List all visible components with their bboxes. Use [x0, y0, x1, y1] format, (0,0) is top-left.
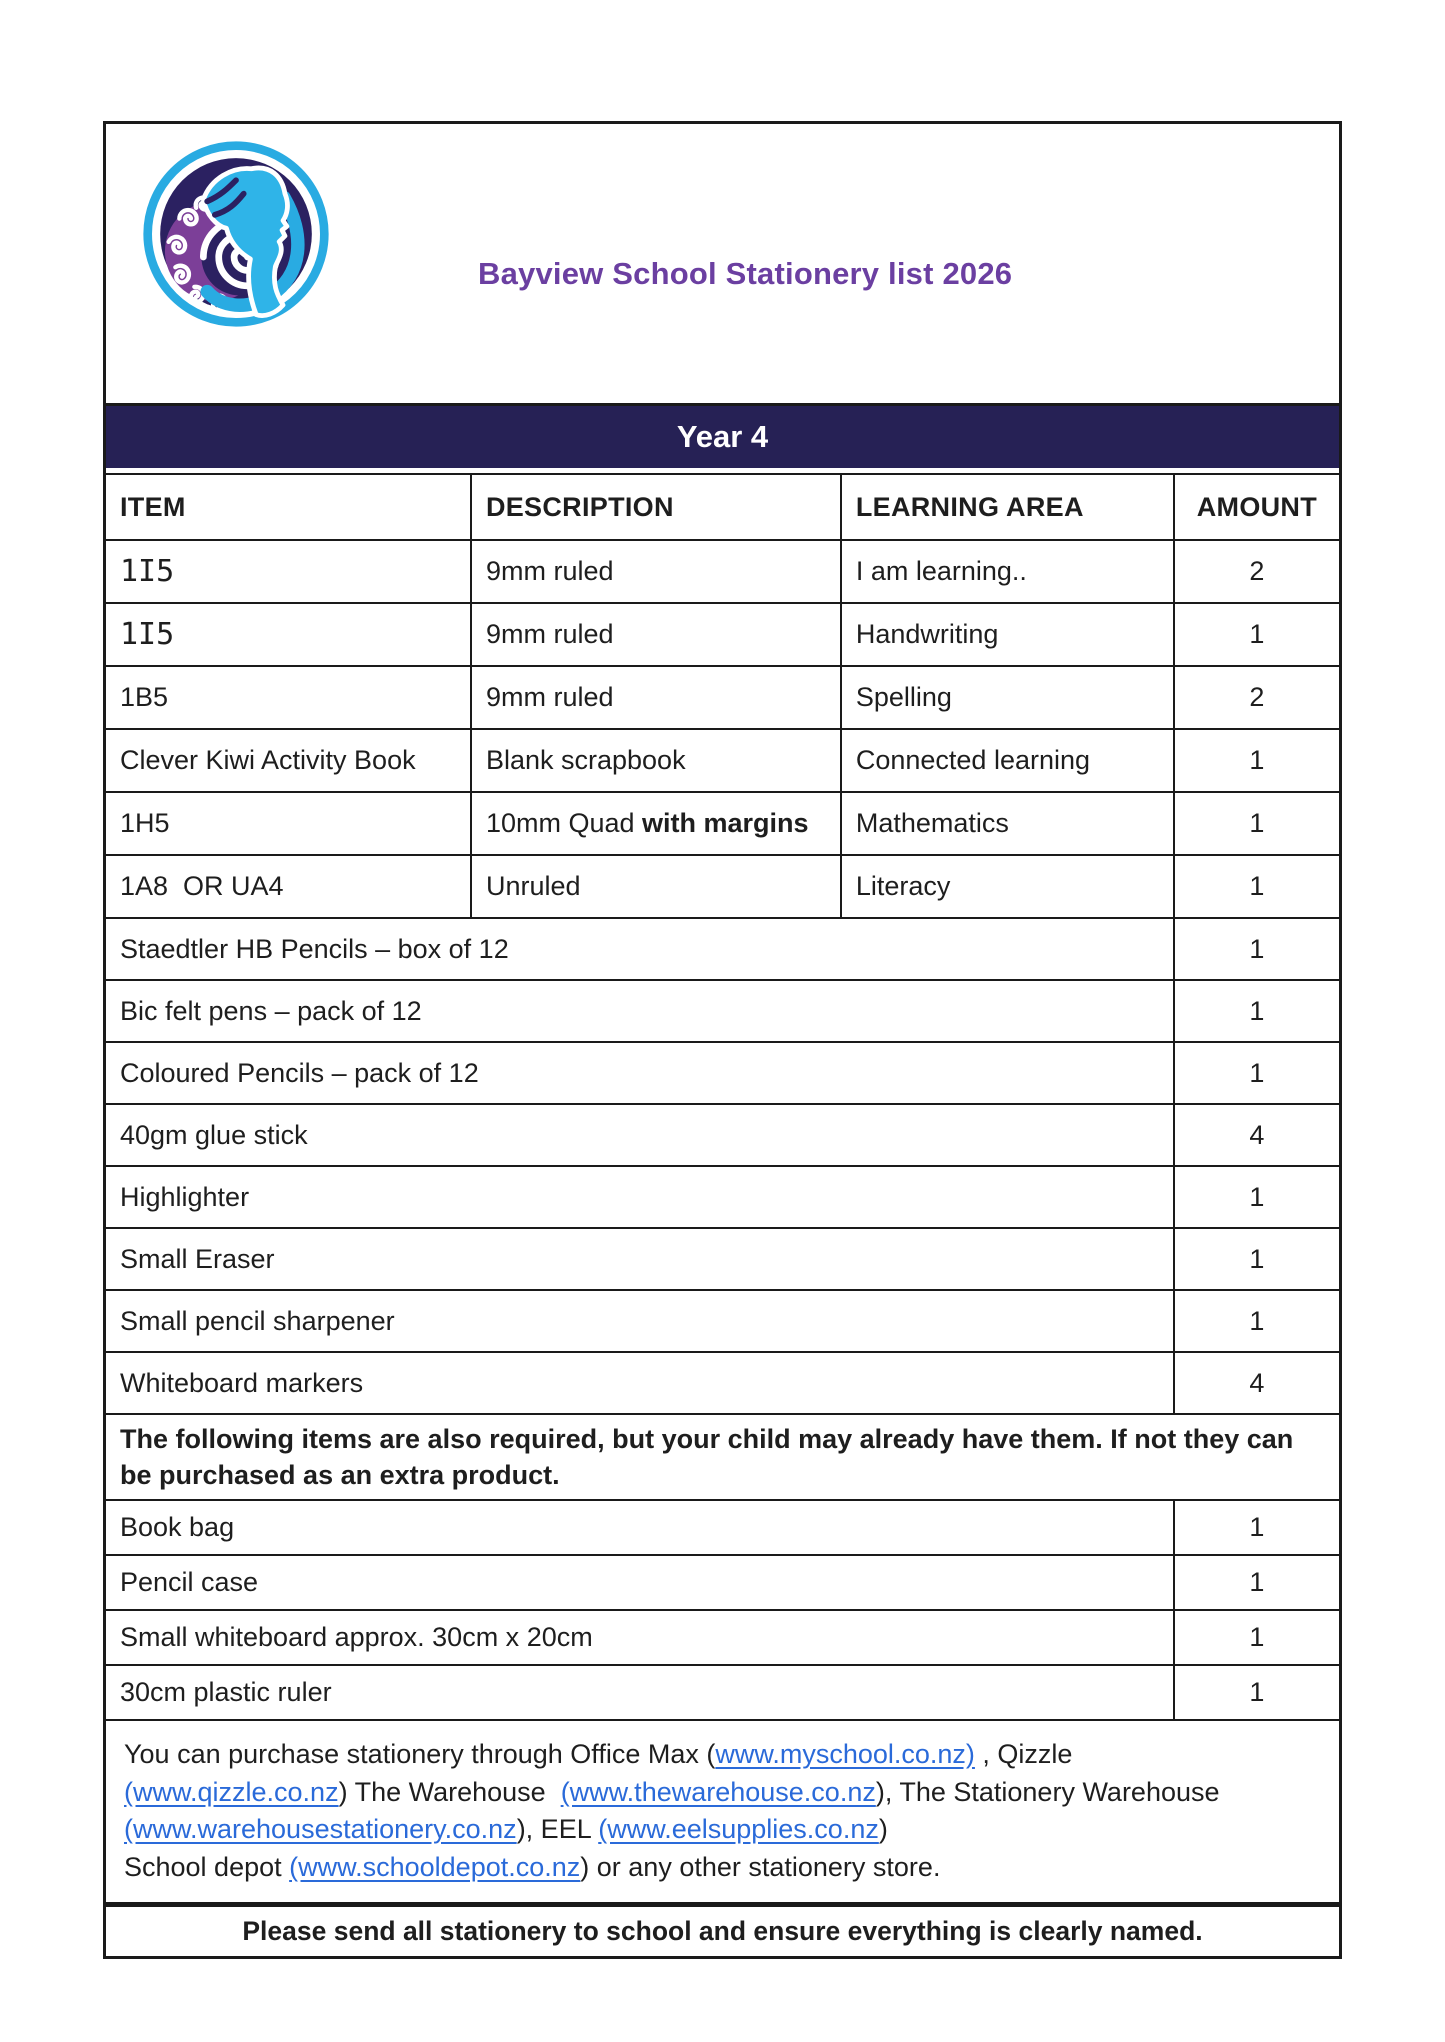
- amount-cell: 1: [1174, 1228, 1339, 1290]
- purchase-text: ): [878, 1814, 888, 1845]
- description-cell: 9mm ruled: [471, 666, 841, 729]
- header-section: [106, 124, 1339, 406]
- table-row: [106, 540, 1339, 603]
- link-eelsupplies[interactable]: (www.eelsupplies.co.nz: [598, 1814, 879, 1845]
- item-cell: Small Eraser: [106, 1228, 1174, 1290]
- item-cell: 1H5: [106, 792, 471, 855]
- purchase-text: ) The Warehouse: [338, 1776, 561, 1807]
- item-cell: Clever Kiwi Activity Book: [106, 729, 471, 792]
- col-header-description: DESCRIPTION: [471, 474, 841, 540]
- footer-note: Please send all stationery to school and ensure everything is clearly named.: [106, 1904, 1339, 1956]
- amount-cell: 1: [1174, 1500, 1339, 1555]
- table-row: [106, 1352, 1339, 1414]
- amount-cell: 1: [1174, 603, 1339, 666]
- amount-cell: 2: [1174, 666, 1339, 729]
- amount-cell: 1: [1174, 1555, 1339, 1610]
- purchase-info-row: [106, 1720, 1339, 1904]
- learning-area-cell: Mathematics: [841, 792, 1174, 855]
- also-required-note: The following items are also required, but your child may already have them. If not they can be purchased as an extra product.: [106, 1414, 1339, 1500]
- table-row: [106, 1500, 1339, 1555]
- amount-cell: 1: [1174, 918, 1339, 980]
- purchase-text: ), The Stationery Warehouse: [875, 1776, 1220, 1807]
- bayview-school-logo-icon: [140, 138, 332, 330]
- table-row: [106, 855, 1339, 918]
- amount-cell: 1: [1174, 1610, 1339, 1665]
- description-cell: 10mm Quad with margins: [471, 792, 841, 855]
- item-cell: Coloured Pencils – pack of 12: [106, 1042, 1174, 1104]
- amount-cell: 4: [1174, 1104, 1339, 1166]
- link-schooldepot[interactable]: (www.schooldepot.co.nz: [289, 1851, 581, 1882]
- link-warehousestationery[interactable]: (www.warehousestationery.co.nz: [124, 1814, 517, 1845]
- year-banner-label: Year 4: [676, 419, 769, 454]
- learning-area-cell: Handwriting: [841, 603, 1174, 666]
- learning-area-cell: I am learning..: [841, 540, 1174, 603]
- table-row: [106, 1166, 1339, 1228]
- description-cell: Blank scrapbook: [471, 729, 841, 792]
- link-thewarehouse[interactable]: (www.thewarehouse.co.nz: [560, 1776, 876, 1807]
- item-cell: Pencil case: [106, 1555, 1174, 1610]
- learning-area-cell: Literacy: [841, 855, 1174, 918]
- item-cell: Small whiteboard approx. 30cm x 20cm: [106, 1610, 1174, 1665]
- amount-cell: 1: [1174, 980, 1339, 1042]
- stationery-list-sheet: [103, 121, 1342, 1959]
- item-cell: 30cm plastic ruler: [106, 1665, 1174, 1720]
- note-row: [106, 1414, 1339, 1500]
- item-cell: Highlighter: [106, 1166, 1174, 1228]
- learning-area-cell: Spelling: [841, 666, 1174, 729]
- amount-cell: 1: [1174, 1665, 1339, 1720]
- footer-note-row: [106, 1904, 1339, 1956]
- purchase-text: School depot: [124, 1851, 290, 1882]
- item-cell: Book bag: [106, 1500, 1174, 1555]
- purchase-info: [106, 1720, 1339, 1904]
- col-header-item: ITEM: [106, 474, 471, 540]
- item-cell: 1I5: [106, 603, 471, 666]
- item-cell: 40gm glue stick: [106, 1104, 1174, 1166]
- amount-cell: 1: [1174, 1166, 1339, 1228]
- learning-area-cell: Connected learning: [841, 729, 1174, 792]
- link-qizzle[interactable]: (www.qizzle.co.nz: [124, 1776, 339, 1807]
- table-row: [106, 792, 1339, 855]
- item-cell: 1I5: [106, 540, 471, 603]
- table-row: [106, 1290, 1339, 1352]
- table-header-row: [106, 474, 1339, 540]
- amount-cell: 1: [1174, 729, 1339, 792]
- table-row: [106, 980, 1339, 1042]
- description-cell: 9mm ruled: [471, 540, 841, 603]
- amount-cell: 2: [1174, 540, 1339, 603]
- table-row: [106, 1104, 1339, 1166]
- amount-cell: 1: [1174, 1290, 1339, 1352]
- item-cell: Small pencil sharpener: [106, 1290, 1174, 1352]
- col-header-learning-area: LEARNING AREA: [841, 474, 1174, 540]
- year-banner: [106, 406, 1339, 468]
- item-cell: Bic felt pens – pack of 12: [106, 980, 1174, 1042]
- amount-cell: 1: [1174, 855, 1339, 918]
- table-row: [106, 1042, 1339, 1104]
- link-myschool[interactable]: www.myschool.co.nz): [715, 1739, 975, 1770]
- page-title: Bayview School Stationery list 2026: [478, 256, 1013, 291]
- description-cell: 9mm ruled: [471, 603, 841, 666]
- purchase-text: You can purchase stationery through Office Max (: [124, 1739, 716, 1770]
- table-row: [106, 666, 1339, 729]
- item-cell: 1B5: [106, 666, 471, 729]
- amount-cell: 1: [1174, 1042, 1339, 1104]
- table-row: [106, 918, 1339, 980]
- description-cell: Unruled: [471, 855, 841, 918]
- purchase-text: , Qizzle: [974, 1739, 1073, 1770]
- table-row: [106, 729, 1339, 792]
- purchase-text: ), EEL: [516, 1814, 599, 1845]
- item-cell: Whiteboard markers: [106, 1352, 1174, 1414]
- table-row: [106, 1610, 1339, 1665]
- item-cell: Staedtler HB Pencils – box of 12: [106, 918, 1174, 980]
- stationery-table: [106, 473, 1339, 1956]
- col-header-amount: AMOUNT: [1174, 474, 1339, 540]
- item-cell: 1A8 OR UA4: [106, 855, 471, 918]
- table-row: [106, 1555, 1339, 1610]
- table-row: [106, 603, 1339, 666]
- amount-cell: 4: [1174, 1352, 1339, 1414]
- table-row: [106, 1228, 1339, 1290]
- amount-cell: 1: [1174, 792, 1339, 855]
- table-row: [106, 1665, 1339, 1720]
- purchase-text: ) or any other stationery store.: [580, 1851, 941, 1882]
